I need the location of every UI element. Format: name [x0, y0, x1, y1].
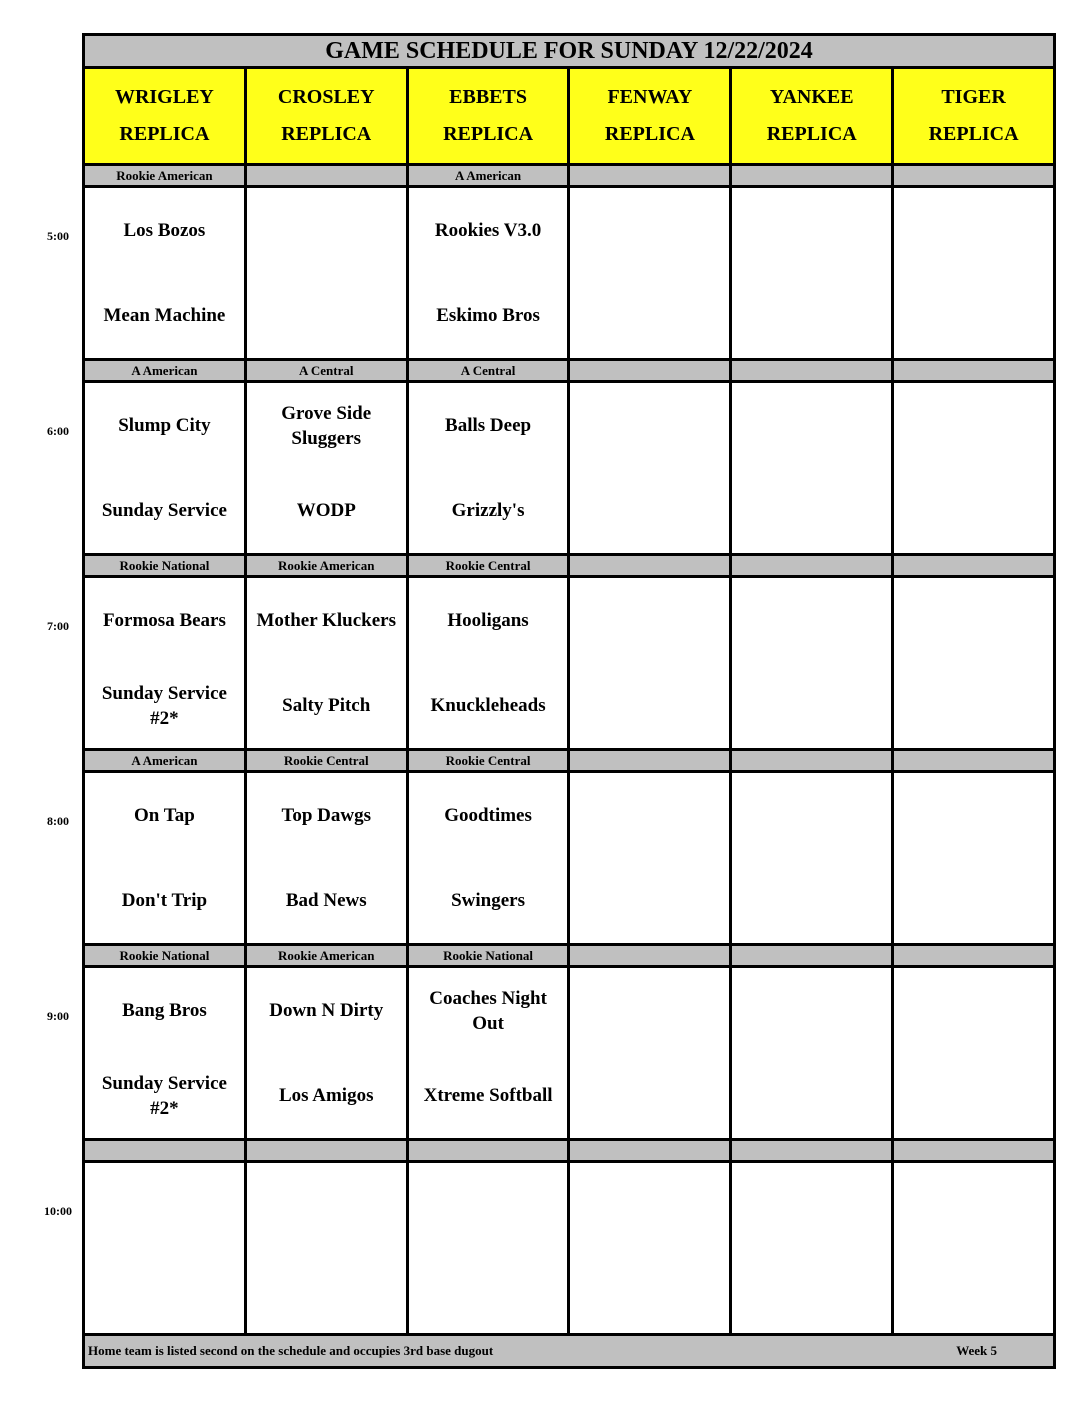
home-team	[894, 1248, 1053, 1333]
home-team	[247, 273, 406, 358]
game-cell	[731, 772, 893, 945]
division-label: Rookie Central	[407, 750, 569, 772]
away-team	[894, 383, 1053, 468]
game-cell	[407, 382, 569, 555]
game-cell	[245, 1162, 407, 1335]
away-team: Bang Bros	[122, 1000, 207, 1021]
footer	[84, 1335, 1055, 1368]
time-label: 6:00	[47, 424, 69, 438]
game-cell	[893, 187, 1055, 360]
field-header-1	[245, 68, 407, 165]
home-team	[570, 858, 729, 943]
home-team: Xtreme Softball	[423, 1085, 553, 1106]
division-label: Rookie Central	[245, 750, 407, 772]
away-team: Formosa Bears	[102, 610, 226, 631]
game-cell	[245, 772, 407, 945]
division-label: Rookie National	[84, 945, 246, 967]
division-label	[731, 1140, 893, 1162]
division-label: A Central	[245, 360, 407, 382]
game-cell	[569, 187, 731, 360]
game-cell	[569, 772, 731, 945]
game-cell	[245, 187, 407, 360]
away-team	[732, 578, 891, 663]
home-team: Don't Trip	[121, 890, 208, 911]
division-label	[731, 165, 893, 187]
away-team: Down N Dirty	[269, 1000, 384, 1021]
game-cell	[407, 187, 569, 360]
game-cell	[245, 382, 407, 555]
division-label: Rookie Central	[407, 555, 569, 577]
game-cell	[731, 1162, 893, 1335]
home-team: Grizzly's	[451, 500, 525, 521]
away-team: Grove Side Sluggers	[281, 402, 372, 449]
home-team	[732, 1053, 891, 1138]
away-team: Los Bozos	[123, 220, 206, 241]
game-cell	[407, 967, 569, 1140]
division-label: A American	[84, 750, 246, 772]
home-team	[732, 1248, 891, 1333]
game-row	[84, 382, 1055, 555]
division-label: Rookie American	[245, 945, 407, 967]
division-label: A American	[84, 360, 246, 382]
field-name: YANKEE	[769, 86, 854, 108]
division-row	[84, 945, 1055, 967]
division-label	[893, 1140, 1055, 1162]
division-row	[84, 1140, 1055, 1162]
home-team	[894, 468, 1053, 553]
field-subtitle: REPLICA	[604, 123, 695, 145]
game-cell	[84, 382, 246, 555]
time-label: 7:00	[47, 619, 69, 633]
game-cell	[407, 577, 569, 750]
division-label	[731, 555, 893, 577]
field-header-5	[893, 68, 1055, 165]
game-cell	[245, 577, 407, 750]
field-subtitle: REPLICA	[281, 123, 372, 145]
schedule-title: GAME SCHEDULE FOR SUNDAY 12/22/2024	[84, 35, 1055, 68]
home-team	[732, 468, 891, 553]
field-header-3	[569, 68, 731, 165]
field-subtitle: REPLICA	[766, 123, 857, 145]
home-team	[894, 273, 1053, 358]
away-team	[570, 1163, 729, 1248]
away-team	[894, 968, 1053, 1053]
home-team: Eskimo Bros	[436, 305, 540, 326]
game-row	[84, 187, 1055, 360]
division-label	[893, 360, 1055, 382]
division-row	[84, 165, 1055, 187]
game-cell	[893, 772, 1055, 945]
game-cell	[731, 187, 893, 360]
home-team: Sunday Service #2*	[101, 682, 227, 729]
time-label: 5:00	[47, 229, 69, 243]
game-cell	[893, 382, 1055, 555]
game-cell	[245, 967, 407, 1140]
home-team	[894, 1053, 1053, 1138]
division-label: A American	[407, 165, 569, 187]
division-label	[407, 1140, 569, 1162]
division-label: A Central	[407, 360, 569, 382]
division-label	[245, 1140, 407, 1162]
division-label	[569, 360, 731, 382]
home-team: Bad News	[285, 890, 367, 911]
game-cell	[84, 967, 246, 1140]
away-team	[894, 578, 1053, 663]
field-header-2	[407, 68, 569, 165]
home-team	[894, 663, 1053, 748]
game-cell	[893, 577, 1055, 750]
home-team: Salty Pitch	[282, 695, 371, 716]
division-label	[731, 360, 893, 382]
away-team	[732, 383, 891, 468]
game-cell	[84, 187, 246, 360]
division-label	[569, 165, 731, 187]
field-subtitle: REPLICA	[928, 123, 1019, 145]
division-label	[569, 750, 731, 772]
division-label: Rookie National	[407, 945, 569, 967]
division-row	[84, 555, 1055, 577]
home-team	[732, 858, 891, 943]
game-cell	[84, 772, 246, 945]
division-label: Rookie American	[245, 555, 407, 577]
game-cell	[569, 1162, 731, 1335]
home-team	[570, 1248, 729, 1333]
home-team: Sunday Service #2*	[101, 1072, 227, 1119]
away-team	[85, 1163, 244, 1248]
away-team	[732, 188, 891, 273]
week-label: Week 5	[956, 1343, 997, 1358]
away-team	[732, 968, 891, 1053]
away-team	[570, 968, 729, 1053]
game-cell	[569, 967, 731, 1140]
home-team: WODP	[296, 500, 356, 521]
away-team	[409, 1163, 568, 1248]
game-cell	[893, 1162, 1055, 1335]
away-team: Coaches Night Out	[429, 987, 547, 1034]
away-team	[894, 773, 1053, 858]
game-cell	[407, 772, 569, 945]
home-team	[570, 273, 729, 358]
home-team	[409, 1248, 568, 1333]
field-name: WRIGLEY	[114, 86, 214, 108]
division-label	[569, 1140, 731, 1162]
division-label	[893, 750, 1055, 772]
away-team: Balls Deep	[445, 415, 532, 436]
away-team: On Tap	[134, 805, 195, 826]
home-team: Knuckleheads	[430, 695, 546, 716]
game-cell	[569, 382, 731, 555]
game-cell	[731, 577, 893, 750]
field-header-4	[731, 68, 893, 165]
home-team	[732, 663, 891, 748]
division-row	[84, 750, 1055, 772]
division-label	[731, 750, 893, 772]
game-row	[84, 967, 1055, 1140]
away-team	[570, 188, 729, 273]
away-team	[894, 188, 1053, 273]
division-label	[893, 165, 1055, 187]
away-team	[570, 773, 729, 858]
home-team	[570, 663, 729, 748]
game-cell	[731, 967, 893, 1140]
division-label	[245, 165, 407, 187]
division-label	[569, 945, 731, 967]
away-team	[732, 1163, 891, 1248]
game-cell	[84, 1162, 246, 1335]
division-label: Rookie American	[84, 165, 246, 187]
game-cell	[569, 577, 731, 750]
division-label	[893, 555, 1055, 577]
division-label	[84, 1140, 246, 1162]
home-team	[85, 1248, 244, 1333]
away-team	[247, 188, 406, 273]
schedule-table	[82, 33, 1056, 1369]
away-team	[732, 773, 891, 858]
division-label	[569, 555, 731, 577]
away-team: Top Dawgs	[281, 805, 372, 826]
division-label: Rookie National	[84, 555, 246, 577]
division-label	[893, 945, 1055, 967]
home-team: Swingers	[451, 890, 526, 911]
game-row	[84, 1162, 1055, 1335]
away-team	[247, 1163, 406, 1248]
away-team	[894, 1163, 1053, 1248]
game-cell	[731, 382, 893, 555]
field-subtitle: REPLICA	[119, 123, 210, 145]
game-cell	[893, 967, 1055, 1140]
home-team	[570, 1053, 729, 1138]
away-team: Slump City	[118, 415, 211, 436]
home-team	[894, 858, 1053, 943]
game-row	[84, 772, 1055, 945]
division-row	[84, 360, 1055, 382]
division-label	[731, 945, 893, 967]
time-label: 8:00	[47, 814, 69, 828]
away-team: Goodtimes	[444, 805, 532, 826]
field-name: EBBETS	[449, 86, 527, 108]
home-team	[732, 273, 891, 358]
time-label: 9:00	[47, 1009, 69, 1023]
home-team: Mean Machine	[103, 305, 226, 326]
game-cell	[84, 577, 246, 750]
away-team: Mother Kluckers	[256, 610, 396, 631]
game-cell	[407, 1162, 569, 1335]
away-team	[570, 578, 729, 663]
home-team	[247, 1248, 406, 1333]
time-label: 10:00	[44, 1204, 72, 1218]
field-subtitle: REPLICA	[443, 123, 534, 145]
away-team: Hooligans	[447, 610, 529, 631]
field-name: CROSLEY	[277, 86, 375, 108]
field-name: FENWAY	[607, 86, 693, 108]
field-header-0	[84, 68, 246, 165]
home-team: Los Amigos	[278, 1085, 374, 1106]
footer-note: Home team is listed second on the schedule and occupies 3rd base dugout	[88, 1343, 494, 1358]
field-name: TIGER	[941, 86, 1006, 108]
home-team: Sunday Service	[101, 500, 227, 521]
away-team	[570, 383, 729, 468]
away-team: Rookies V3.0	[434, 220, 542, 241]
game-row	[84, 577, 1055, 750]
home-team	[570, 468, 729, 553]
